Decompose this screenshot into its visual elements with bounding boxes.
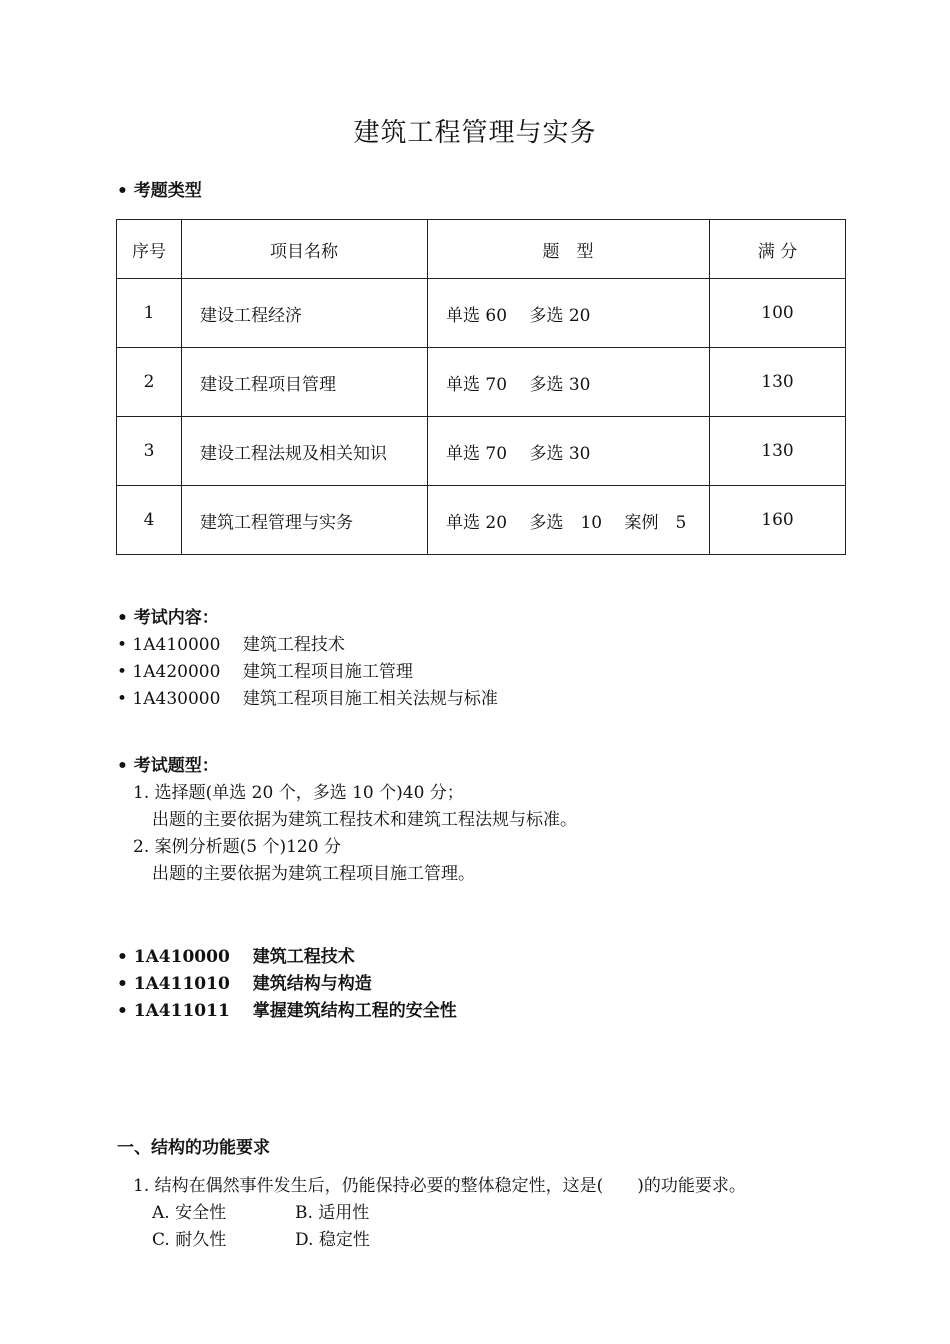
row-type: 单选 60 多选 20 xyxy=(428,279,710,348)
row-score: 130 xyxy=(710,348,846,417)
format-note: 出题的主要依据为建筑工程技术和建筑工程法规与标准。 xyxy=(152,810,577,830)
row-score: 160 xyxy=(710,486,846,555)
row-num: 2 xyxy=(117,348,182,417)
exam-content-heading: • 考试内容： xyxy=(117,608,219,628)
col-header-name: 项目名称 xyxy=(182,220,428,279)
option-c: C. 耐久性 xyxy=(152,1230,227,1250)
exam-types-heading: • 考题类型 xyxy=(117,181,202,201)
option-a: A. 安全性 xyxy=(152,1203,227,1223)
row-type: 单选 70 多选 30 xyxy=(428,348,710,417)
option-d: D. 稳定性 xyxy=(295,1230,370,1250)
row-score: 130 xyxy=(710,417,846,486)
outline-item: • 1A410000 建筑工程技术 xyxy=(117,947,355,967)
table-row xyxy=(117,486,846,555)
col-header-type: 题 型 xyxy=(428,220,710,279)
row-num: 4 xyxy=(117,486,182,555)
row-score: 100 xyxy=(710,279,846,348)
row-name: 建筑工程管理与实务 xyxy=(182,486,428,555)
option-b: B. 适用性 xyxy=(295,1203,370,1223)
outline-item: • 1A411011 掌握建筑结构工程的安全性 xyxy=(117,1001,457,1021)
outline-item: • 1A411010 建筑结构与构造 xyxy=(117,974,372,994)
document-title: 建筑工程管理与实务 xyxy=(353,118,597,148)
table-header-row xyxy=(117,220,846,279)
format-note: 出题的主要依据为建筑工程项目施工管理。 xyxy=(152,864,475,884)
content-item: • 1A430000 建筑工程项目施工相关法规与标准 xyxy=(117,689,498,709)
row-name: 建设工程法规及相关知识 xyxy=(182,417,428,486)
row-type: 单选 70 多选 30 xyxy=(428,417,710,486)
content-item: • 1A410000 建筑工程技术 xyxy=(117,635,345,655)
exam-format-heading: • 考试题型： xyxy=(117,756,219,776)
row-num: 1 xyxy=(117,279,182,348)
col-header-score: 满 分 xyxy=(710,220,846,279)
row-num: 3 xyxy=(117,417,182,486)
row-name: 建设工程项目管理 xyxy=(182,348,428,417)
exam-types-table xyxy=(116,219,846,555)
question-text: 1. 结构在偶然事件发生后，仍能保持必要的整体稳定性，这是( )的功能要求。 xyxy=(133,1176,746,1196)
format-item: 1. 选择题(单选 20 个，多选 10 个)40 分； xyxy=(133,783,464,803)
content-item: • 1A420000 建筑工程项目施工管理 xyxy=(117,662,413,682)
row-name: 建设工程经济 xyxy=(182,279,428,348)
col-header-num: 序号 xyxy=(117,220,182,279)
row-type: 单选 20 多选 10 案例 5 xyxy=(428,486,710,555)
format-item: 2. 案例分析题(5 个)120 分 xyxy=(133,837,341,857)
table-row xyxy=(117,348,846,417)
section-heading: 一、结构的功能要求 xyxy=(117,1138,270,1158)
table-row xyxy=(117,417,846,486)
table-row xyxy=(117,279,846,348)
